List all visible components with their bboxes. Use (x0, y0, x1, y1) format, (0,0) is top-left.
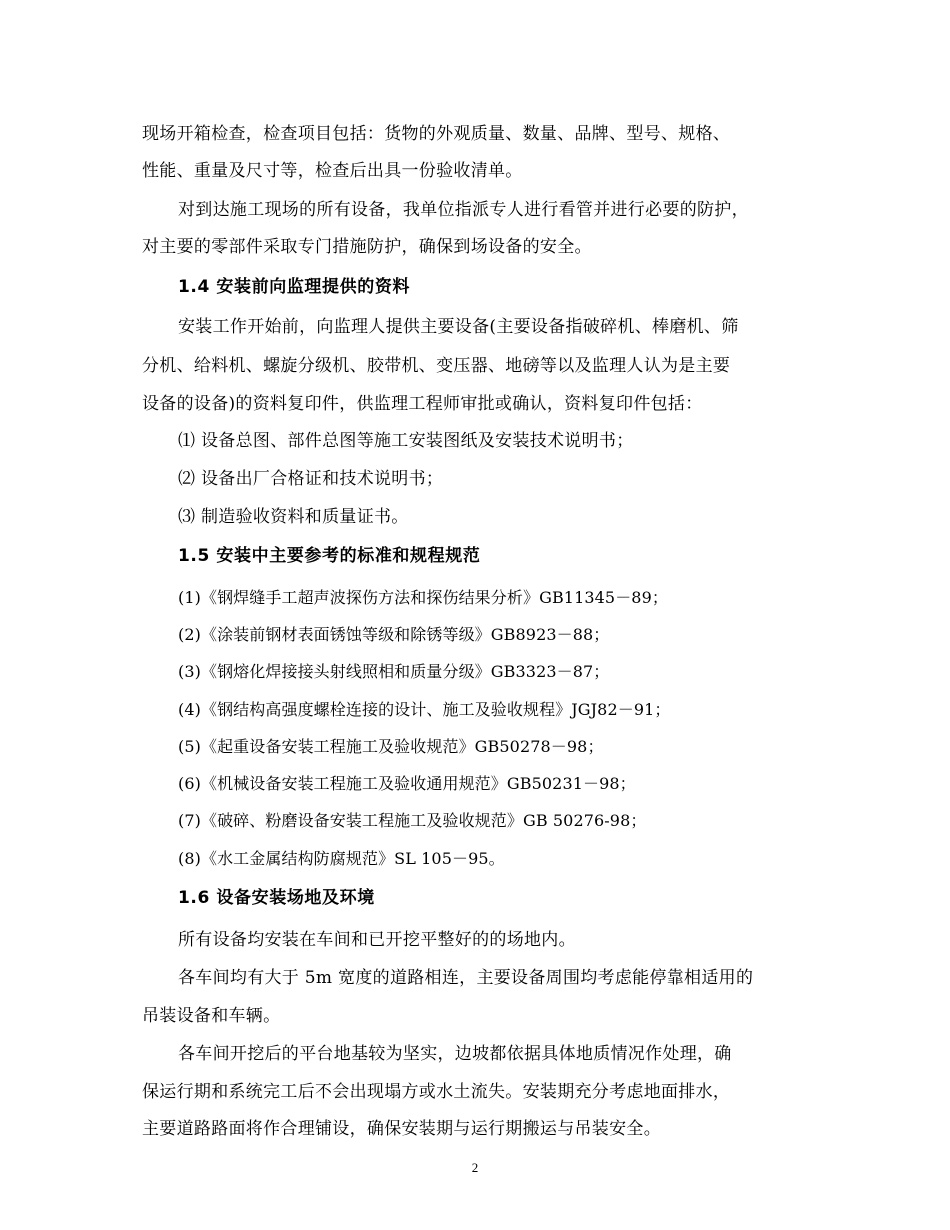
standard-item: (6)《机械设备安装工程施工及验收通用规范》GB50231－98； (178, 774, 636, 793)
standard-item: (5)《起重设备安装工程施工及验收规范》GB50278－98； (178, 737, 604, 756)
standard-item: (7)《破碎、粉磨设备安装工程施工及验收规范》GB 50276-98； (178, 811, 647, 830)
page-number: 2 (471, 1160, 479, 1175)
section-heading: 1.4 安装前向监理提供的资料 (178, 277, 411, 297)
paragraph-line: 安装工作开始前，向监理人提供主要设备(主要设备指破碎机、棒磨机、筛 (178, 317, 739, 337)
list-item: ⑶ 制造验收资料和质量证书。 (178, 507, 409, 527)
paragraph-line: 保运行期和系统完工后不会出现塌方或水土流失。安装期充分考虑地面排水， (142, 1082, 731, 1102)
list-item: ⑴ 设备总图、部件总图等施工安装图纸及安装技术说明书； (178, 431, 634, 451)
standard-item: (1)《钢焊缝手工超声波探伤方法和探伤结果分析》GB11345－89； (178, 588, 668, 607)
standard-item: (4)《钢结构高强度螺栓连接的设计、施工及验收规程》JGJ82－91； (178, 700, 671, 719)
paragraph-line: 各车间开挖后的平台地基较为坚实，边坡都依据具体地质情况作处理，确 (178, 1044, 732, 1064)
paragraph-line: 各车间均有大于 5m 宽度的道路相连，主要设备周围均考虑能停靠相适用的 (178, 968, 754, 988)
paragraph-line: 所有设备均安装在车间和已开挖平整好的的场地内。 (178, 930, 576, 950)
paragraph-line: 对主要的零部件采取专门措施防护，确保到场设备的安全。 (142, 237, 592, 257)
list-item: ⑵ 设备出厂合格证和技术说明书； (178, 469, 444, 489)
section-heading: 1.5 安装中主要参考的标准和规程规范 (178, 546, 481, 566)
paragraph-line: 主要道路路面将作合理铺设，确保安装期与运行期搬运与吊装安全。 (142, 1119, 661, 1139)
paragraph-line: 对到达施工现场的所有设备，我单位指派专人进行看管并进行必要的防护， (178, 200, 749, 220)
paragraph-line: 现场开箱检查，检查项目包括：货物的外观质量、数量、品牌、型号、规格、 (142, 124, 731, 144)
paragraph-line: 分机、给料机、螺旋分级机、胶带机、变压器、地磅等以及监理人认为是主要 (142, 356, 731, 376)
standard-item: (8)《水工金属结构防腐规范》SL 105－95。 (178, 849, 505, 868)
paragraph-line: 性能、重量及尺寸等，检查后出具一份验收清单。 (142, 161, 523, 181)
paragraph-line: 设备的设备)的资料复印件，供监理工程师审批或确认，资料复印件包括： (142, 394, 703, 414)
standard-item: (3)《钢熔化焊接接头射线照相和质量分级》GB3323－87； (178, 662, 610, 681)
paragraph-line: 吊装设备和车辆。 (142, 1006, 281, 1026)
standard-item: (2)《涂装前钢材表面锈蚀等级和除锈等级》GB8923－88； (178, 625, 610, 644)
section-heading: 1.6 设备安装场地及环境 (178, 888, 375, 908)
